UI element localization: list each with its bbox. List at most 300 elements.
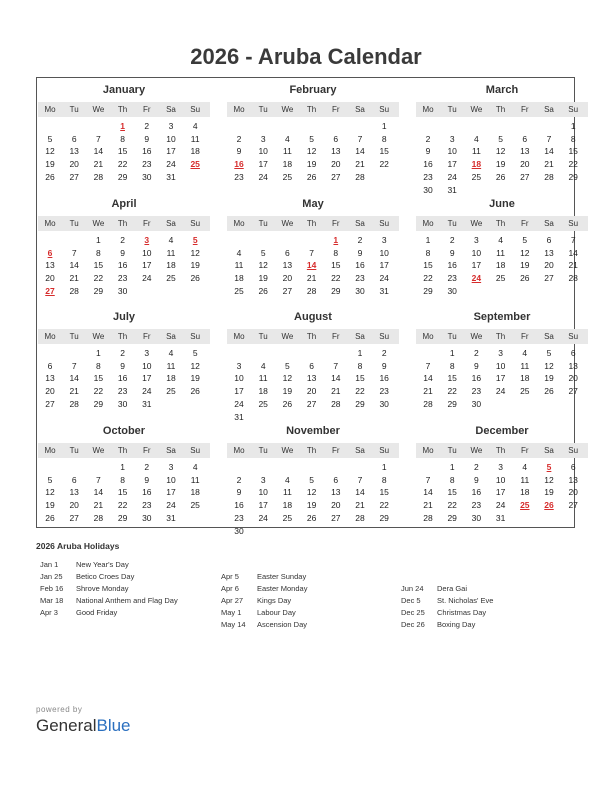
weekday-label: Su <box>379 332 390 341</box>
calendar-day: 12 <box>306 146 317 157</box>
holiday-item-name: National Anthem and Flag Day <box>76 596 178 605</box>
calendar-day: 2 <box>144 121 150 131</box>
calendar-day: 12 <box>45 487 55 498</box>
calendar-day: 16 <box>142 487 152 498</box>
weekday-label: Su <box>190 219 201 228</box>
holiday-date: 24 <box>471 273 482 284</box>
calendar-day: 4 <box>168 348 174 358</box>
weekday-label: Sa <box>355 105 365 114</box>
calendar-day: 25 <box>166 386 176 397</box>
calendar-day: 11 <box>496 247 505 258</box>
calendar-day: 23 <box>117 386 128 397</box>
calendar-day: 4 <box>260 360 266 371</box>
weekday-label: Mo <box>233 219 245 228</box>
holiday-date: 14 <box>306 260 317 271</box>
calendar-day: 22 <box>117 500 128 511</box>
calendar-day: 1 <box>381 462 387 472</box>
month-june <box>416 198 588 308</box>
calendar-day: 12 <box>495 146 506 157</box>
calendar-day: 25 <box>258 398 268 409</box>
weekday-label: Th <box>495 332 506 341</box>
calendar-day: 8 <box>120 133 125 144</box>
calendar-day: 24 <box>379 273 389 284</box>
holiday-item-date: Jun 24 <box>401 584 424 593</box>
calendar-day: 21 <box>423 386 433 397</box>
calendar-day: 23 <box>234 512 244 523</box>
calendar-day: 2 <box>144 462 150 472</box>
weekday-label: Fr <box>332 105 340 114</box>
weekday-label: Mo <box>44 219 56 228</box>
calendar-day: 30 <box>355 285 365 296</box>
calendar-day: 20 <box>45 386 55 397</box>
calendar-day: 13 <box>69 146 79 157</box>
calendar-day: 7 <box>71 247 77 258</box>
calendar-day: 26 <box>544 386 554 397</box>
calendar-day: 18 <box>234 273 244 284</box>
calendar-day: 3 <box>260 474 266 485</box>
holiday-date: 25 <box>520 500 530 511</box>
weekday-label: Mo <box>44 332 56 341</box>
calendar-day: 15 <box>331 260 341 271</box>
calendar-day: 21 <box>306 273 317 284</box>
calendar-day: 26 <box>258 285 268 296</box>
calendar-day: 27 <box>282 285 293 296</box>
calendar-day: 29 <box>117 171 128 182</box>
weekday-header <box>227 216 399 231</box>
calendar-day: 15 <box>447 373 457 384</box>
calendar-day: 9 <box>144 474 150 485</box>
month-name: April <box>111 198 137 210</box>
calendar-day: 25 <box>520 386 530 397</box>
calendar-day: 4 <box>522 348 528 358</box>
calendar-day: 14 <box>355 146 365 157</box>
calendar-day: 9 <box>381 360 387 371</box>
calendar-day: 25 <box>166 273 176 284</box>
calendar-day: 16 <box>355 260 365 271</box>
month-name: February <box>289 84 337 96</box>
calendar-day: 21 <box>69 273 79 284</box>
calendar-day: 14 <box>423 373 433 384</box>
calendar-day: 18 <box>190 146 200 157</box>
calendar-day: 16 <box>379 373 389 384</box>
calendar-day: 25 <box>471 171 482 182</box>
weekday-label: We <box>281 332 294 341</box>
calendar-day: 26 <box>190 386 200 397</box>
holiday-item-name: Labour Day <box>257 608 296 617</box>
month-name: July <box>112 311 135 323</box>
calendar-day: 21 <box>93 500 104 511</box>
calendar-day: 7 <box>357 474 363 485</box>
holiday-item-name: St. Nicholas' Eve <box>437 596 494 605</box>
calendar-day: 26 <box>45 171 55 182</box>
weekday-label: Fr <box>332 219 340 228</box>
month-april <box>38 198 210 308</box>
weekday-header <box>416 329 588 344</box>
calendar-day: 12 <box>544 474 554 485</box>
calendar-day: 27 <box>331 512 341 523</box>
weekday-label: Tu <box>69 332 79 341</box>
weekday-label: Su <box>568 332 579 341</box>
calendar-day: 13 <box>331 146 341 157</box>
calendar-day: 6 <box>570 462 576 472</box>
calendar-day: 22 <box>379 500 389 511</box>
calendar-day: 28 <box>93 512 104 523</box>
calendar-day: 7 <box>357 133 363 144</box>
month-october <box>38 425 210 535</box>
calendar-day: 7 <box>96 474 101 485</box>
calendar-day: 1 <box>120 462 125 472</box>
calendar-day: 24 <box>166 500 176 511</box>
calendar-day: 9 <box>357 247 363 258</box>
calendar-day: 6 <box>285 247 290 258</box>
calendar-day: 17 <box>166 146 176 157</box>
calendar-day: 29 <box>379 512 389 523</box>
calendar-day: 29 <box>447 398 457 409</box>
weekday-label: Mo <box>422 219 434 228</box>
weekday-label: Sa <box>166 332 176 341</box>
calendar-day: 4 <box>474 133 479 144</box>
calendar-day: 17 <box>142 373 152 384</box>
calendar-day: 22 <box>355 386 365 397</box>
weekday-label: Fr <box>332 332 340 341</box>
calendar-day: 13 <box>544 247 554 258</box>
calendar-day: 24 <box>166 159 176 170</box>
weekday-label: We <box>470 219 483 228</box>
weekday-label: We <box>92 446 105 455</box>
holiday-date: 3 <box>144 235 150 245</box>
month-february <box>227 84 399 194</box>
calendar-day: 17 <box>258 159 268 170</box>
calendar-day: 26 <box>190 273 200 284</box>
calendar-day: 28 <box>423 512 433 523</box>
calendar-day: 17 <box>447 159 457 170</box>
calendar-day: 13 <box>45 373 55 384</box>
weekday-label: Mo <box>44 446 56 455</box>
calendar-day: 9 <box>236 487 242 498</box>
calendar-day: 6 <box>309 360 314 371</box>
weekday-label: Th <box>306 219 317 228</box>
calendar-day: 19 <box>282 386 293 397</box>
calendar-day: 15 <box>93 373 104 384</box>
holiday-item-name: Ascension Day <box>257 620 308 629</box>
calendar-day: 23 <box>423 171 433 182</box>
weekday-label: Sa <box>544 219 554 228</box>
weekday-label: Sa <box>544 446 554 455</box>
holiday-item-name: Dera Gai <box>437 584 468 593</box>
calendar-day: 30 <box>471 512 482 523</box>
calendar-day: 22 <box>331 273 341 284</box>
calendar-day: 15 <box>568 146 578 157</box>
calendar-day: 12 <box>544 360 554 371</box>
calendar-day: 14 <box>93 487 104 498</box>
calendar-day: 21 <box>331 386 341 397</box>
weekday-label: Tu <box>258 446 268 455</box>
calendar-day: 8 <box>449 360 455 371</box>
calendar-day: 11 <box>166 247 176 258</box>
calendar-day: 23 <box>379 386 389 397</box>
calendar-day: 17 <box>166 487 176 498</box>
calendar-day: 31 <box>166 512 176 523</box>
calendar-day: 3 <box>168 121 174 131</box>
weekday-label: Th <box>117 105 128 114</box>
calendar-day: 19 <box>495 159 506 170</box>
calendar-day: 8 <box>449 474 455 485</box>
calendar-day: 21 <box>355 159 365 170</box>
calendar-day: 22 <box>93 386 104 397</box>
month-september <box>416 311 588 421</box>
calendar-day: 2 <box>236 474 242 485</box>
weekday-label: Th <box>117 219 128 228</box>
calendar-day: 9 <box>425 146 431 157</box>
calendar-day: 8 <box>120 474 125 485</box>
calendar-day: 28 <box>423 398 433 409</box>
calendar-day: 11 <box>190 133 200 144</box>
month-name: December <box>475 425 529 437</box>
weekday-label: Su <box>190 332 201 341</box>
weekday-label: We <box>470 105 483 114</box>
calendar-day: 16 <box>447 260 457 271</box>
holiday-item-name: Kings Day <box>257 596 292 605</box>
calendar-day: 12 <box>190 247 200 258</box>
calendar-day: 6 <box>47 360 53 371</box>
calendar-day: 5 <box>546 348 552 358</box>
calendar-day: 30 <box>117 398 128 409</box>
calendar-day: 30 <box>234 525 244 536</box>
month-name: June <box>489 198 515 210</box>
calendar-day: 11 <box>258 373 268 384</box>
calendar-day: 16 <box>234 500 244 511</box>
calendar-day: 3 <box>449 133 455 144</box>
calendar-day: 16 <box>471 373 482 384</box>
calendar-day: 19 <box>258 273 268 284</box>
holiday-item-date: Dec 26 <box>401 620 425 629</box>
calendar-day: 28 <box>331 398 341 409</box>
calendar-day: 7 <box>425 360 431 371</box>
calendar-day: 29 <box>447 512 457 523</box>
calendar-day: 22 <box>117 159 128 170</box>
calendar-day: 30 <box>447 285 457 296</box>
weekday-label: We <box>281 446 294 455</box>
calendar-day: 7 <box>96 133 101 144</box>
calendar-day: 17 <box>258 500 268 511</box>
holiday-date: 1 <box>120 121 125 131</box>
calendar-day: 2 <box>236 133 242 144</box>
calendar-day: 25 <box>282 171 293 182</box>
calendar-day: 23 <box>471 386 482 397</box>
calendar-day: 31 <box>495 512 506 523</box>
calendar-day: 25 <box>282 512 293 523</box>
calendar-day: 5 <box>192 348 198 358</box>
holiday-date: 26 <box>544 500 554 511</box>
calendar-day: 3 <box>381 235 387 245</box>
calendar-day: 29 <box>568 171 578 182</box>
calendar-day: 26 <box>45 512 55 523</box>
calendar-day: 9 <box>474 360 479 371</box>
weekday-header <box>416 216 588 231</box>
holiday-item-date: May 14 <box>221 620 246 629</box>
calendar-day: 26 <box>520 273 530 284</box>
calendar-day: 10 <box>142 247 152 258</box>
calendar-day: 7 <box>333 360 339 371</box>
calendar-day: 13 <box>45 260 55 271</box>
calendar-day: 5 <box>47 474 53 485</box>
holiday-item-date: Apr 5 <box>221 572 239 581</box>
calendar-day: 17 <box>234 386 244 397</box>
weekday-label: Th <box>117 446 128 455</box>
calendar-day: 2 <box>357 235 363 245</box>
calendar-day: 16 <box>117 373 128 384</box>
calendar-day: 24 <box>495 500 506 511</box>
calendar-day: 19 <box>190 373 200 384</box>
holiday-date: 16 <box>234 159 244 170</box>
calendar-day: 27 <box>306 398 317 409</box>
calendar-day: 17 <box>471 260 482 271</box>
calendar-day: 24 <box>447 171 457 182</box>
weekday-header <box>38 443 210 458</box>
weekday-header <box>416 443 588 458</box>
holiday-item-name: Boxing Day <box>437 620 476 629</box>
brand-logo-part1: General <box>36 716 97 735</box>
calendar-day: 5 <box>260 247 266 258</box>
calendar-day: 14 <box>355 487 365 498</box>
calendar-day: 1 <box>449 462 455 472</box>
calendar-day: 18 <box>282 159 293 170</box>
calendar-day: 23 <box>471 500 482 511</box>
weekday-label: Mo <box>233 446 245 455</box>
weekday-label: Fr <box>332 446 340 455</box>
calendar-day: 15 <box>355 373 365 384</box>
calendar-day: 21 <box>544 159 554 170</box>
holiday-item-date: Apr 3 <box>40 608 58 617</box>
calendar-day: 8 <box>381 133 387 144</box>
calendar-day: 27 <box>45 398 55 409</box>
weekday-header <box>416 102 588 117</box>
calendar-day: 9 <box>120 360 125 371</box>
calendar-day: 20 <box>568 373 578 384</box>
calendar-day: 8 <box>357 360 363 371</box>
calendar-day: 22 <box>423 273 433 284</box>
calendar-day: 6 <box>333 474 339 485</box>
calendar-day: 31 <box>447 184 457 195</box>
calendar-day: 24 <box>142 386 152 397</box>
calendar-day: 20 <box>69 500 79 511</box>
calendar-day: 30 <box>117 285 128 296</box>
calendar-day: 19 <box>45 159 55 170</box>
calendar-day: 17 <box>142 260 152 271</box>
calendar-day: 3 <box>498 462 503 472</box>
weekday-label: We <box>92 219 105 228</box>
calendar-day: 26 <box>306 512 317 523</box>
calendar-day: 4 <box>192 121 198 131</box>
calendar-day: 14 <box>69 373 79 384</box>
calendar-day: 28 <box>568 273 578 284</box>
calendar-day: 7 <box>309 247 314 258</box>
weekday-label: Mo <box>233 105 245 114</box>
calendar-day: 2 <box>381 348 387 358</box>
calendar-day: 15 <box>93 260 104 271</box>
calendar-day: 9 <box>144 133 150 144</box>
month-november <box>227 425 399 535</box>
calendar-day: 12 <box>520 247 530 258</box>
weekday-label: Th <box>495 105 506 114</box>
calendar-day: 4 <box>285 133 290 144</box>
holiday-item-date: Jan 25 <box>40 572 63 581</box>
calendar-day: 18 <box>495 260 506 271</box>
calendar-day: 24 <box>258 171 268 182</box>
calendar-day: 28 <box>69 398 79 409</box>
calendar-day: 24 <box>258 512 268 523</box>
calendar-day: 10 <box>258 487 268 498</box>
weekday-label: Fr <box>521 332 529 341</box>
calendar-day: 30 <box>142 512 152 523</box>
month-name: August <box>294 311 332 323</box>
holiday-item-name: New Year's Day <box>76 560 129 569</box>
calendar-day: 6 <box>71 133 77 144</box>
calendar-day: 20 <box>306 386 317 397</box>
calendar-day: 13 <box>568 360 578 371</box>
weekday-label: Sa <box>166 105 176 114</box>
weekday-header <box>38 102 210 117</box>
weekday-label: Su <box>190 105 201 114</box>
calendar-day: 26 <box>495 171 506 182</box>
calendar-day: 5 <box>309 474 314 485</box>
calendar-day: 3 <box>498 348 503 358</box>
calendar-day: 9 <box>236 146 242 157</box>
calendar-day: 12 <box>258 260 268 271</box>
calendar-day: 31 <box>166 171 176 182</box>
calendar-day: 7 <box>425 474 431 485</box>
calendar-day: 20 <box>69 159 79 170</box>
calendar-day: 15 <box>117 487 128 498</box>
calendar-day: 12 <box>306 487 317 498</box>
calendar-day: 19 <box>306 500 317 511</box>
calendar-day: 28 <box>306 285 317 296</box>
calendar-day: 2 <box>425 133 431 144</box>
calendar-day: 26 <box>306 171 317 182</box>
calendar-day: 20 <box>282 273 293 284</box>
calendar-day: 31 <box>142 398 152 409</box>
calendar-day: 6 <box>71 474 77 485</box>
weekday-label: Tu <box>69 446 79 455</box>
weekday-label: Th <box>117 332 128 341</box>
calendar-day: 8 <box>96 247 101 258</box>
weekday-label: Tu <box>258 105 268 114</box>
calendar-day: 13 <box>331 487 341 498</box>
weekday-label: Fr <box>143 219 151 228</box>
calendar-day: 12 <box>190 360 200 371</box>
calendar-day: 14 <box>331 373 341 384</box>
holiday-item-name: Shrove Monday <box>76 584 129 593</box>
calendar-day: 4 <box>168 235 174 245</box>
calendar-day: 28 <box>69 285 79 296</box>
calendar-day: 20 <box>568 487 578 498</box>
calendar-day: 29 <box>355 398 365 409</box>
calendar-day: 25 <box>495 273 506 284</box>
calendar-day: 18 <box>258 386 268 397</box>
calendar-day: 4 <box>522 462 528 472</box>
calendar-day: 16 <box>423 159 433 170</box>
calendar-day: 16 <box>471 487 482 498</box>
holidays-title: 2026 Aruba Holidays <box>36 541 120 551</box>
weekday-label: Sa <box>544 105 554 114</box>
calendar-day: 26 <box>282 398 293 409</box>
calendar-day: 8 <box>425 247 431 258</box>
calendar-day: 11 <box>282 487 292 498</box>
calendar-day: 22 <box>447 500 457 511</box>
powered-by-text: powered by <box>36 705 83 714</box>
weekday-label: We <box>470 332 483 341</box>
calendar-day: 4 <box>285 474 290 485</box>
